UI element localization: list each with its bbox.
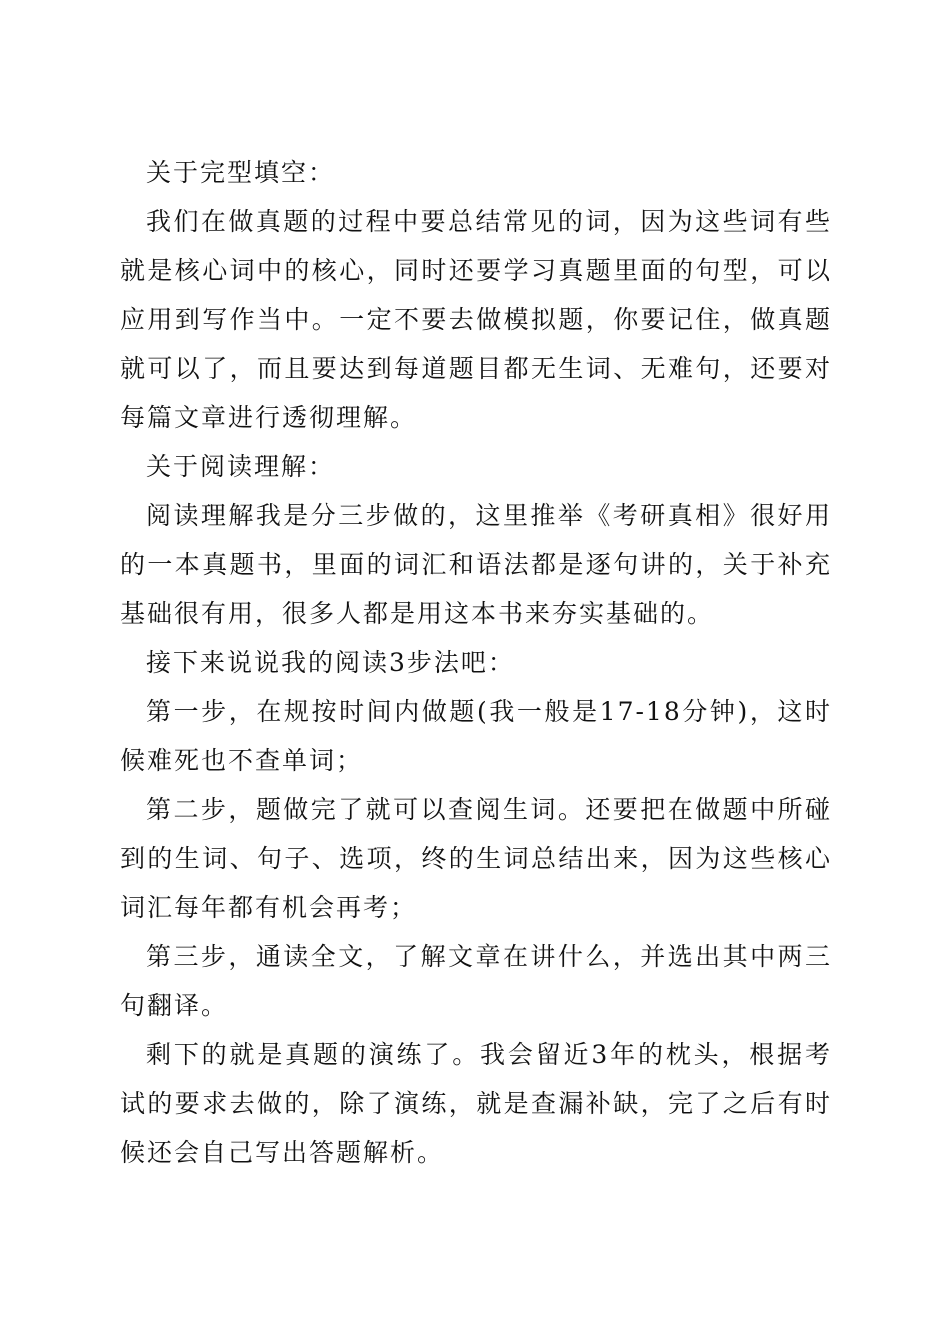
paragraph-reading-intro: 阅读理解我是分三步做的，这里推举《考研真相》很好用的一本真题书，里面的词汇和语法都是逐句讲的，关于补充基础很有用，很多人都是用这本书来夯实基础的。 (120, 501, 832, 628)
paragraph-practice: 剩下的就是真题的演练了。我会留近3年的枕头，根据考试的要求去做的，除了演练，就是查漏补缺，完了之后有时候还会自己写出答题解析。 (120, 1040, 832, 1167)
paragraph-step-two: 第二步，题做完了就可以查阅生词。还要把在做题中所碰到的生词、句子、选项，终的生词总结出来，因为这些核心词汇每年都有机会再考； (120, 795, 832, 922)
document-body (120, 148, 832, 1177)
paragraph-step-one: 第一步，在规按时间内做题(我一般是17-18分钟)，这时候难死也不查单词； (120, 697, 832, 775)
paragraph-three-steps-intro: 接下来说说我的阅读3步法吧： (146, 648, 515, 677)
heading-cloze: 关于完型填空： (146, 158, 336, 187)
paragraph-step-three: 第三步，通读全文，了解文章在讲什么，并选出其中两三句翻译。 (120, 942, 832, 1020)
paragraph-cloze-advice: 我们在做真题的过程中要总结常见的词，因为这些词有些就是核心词中的核心，同时还要学习真题里面的句型，可以应用到写作当中。一定不要去做模拟题，你要记住，做真题就可以了，而且要达到每道题目都无生词、无难句，还要对每篇文章进行透彻理解。 (120, 207, 832, 432)
heading-reading: 关于阅读理解： (146, 452, 336, 481)
